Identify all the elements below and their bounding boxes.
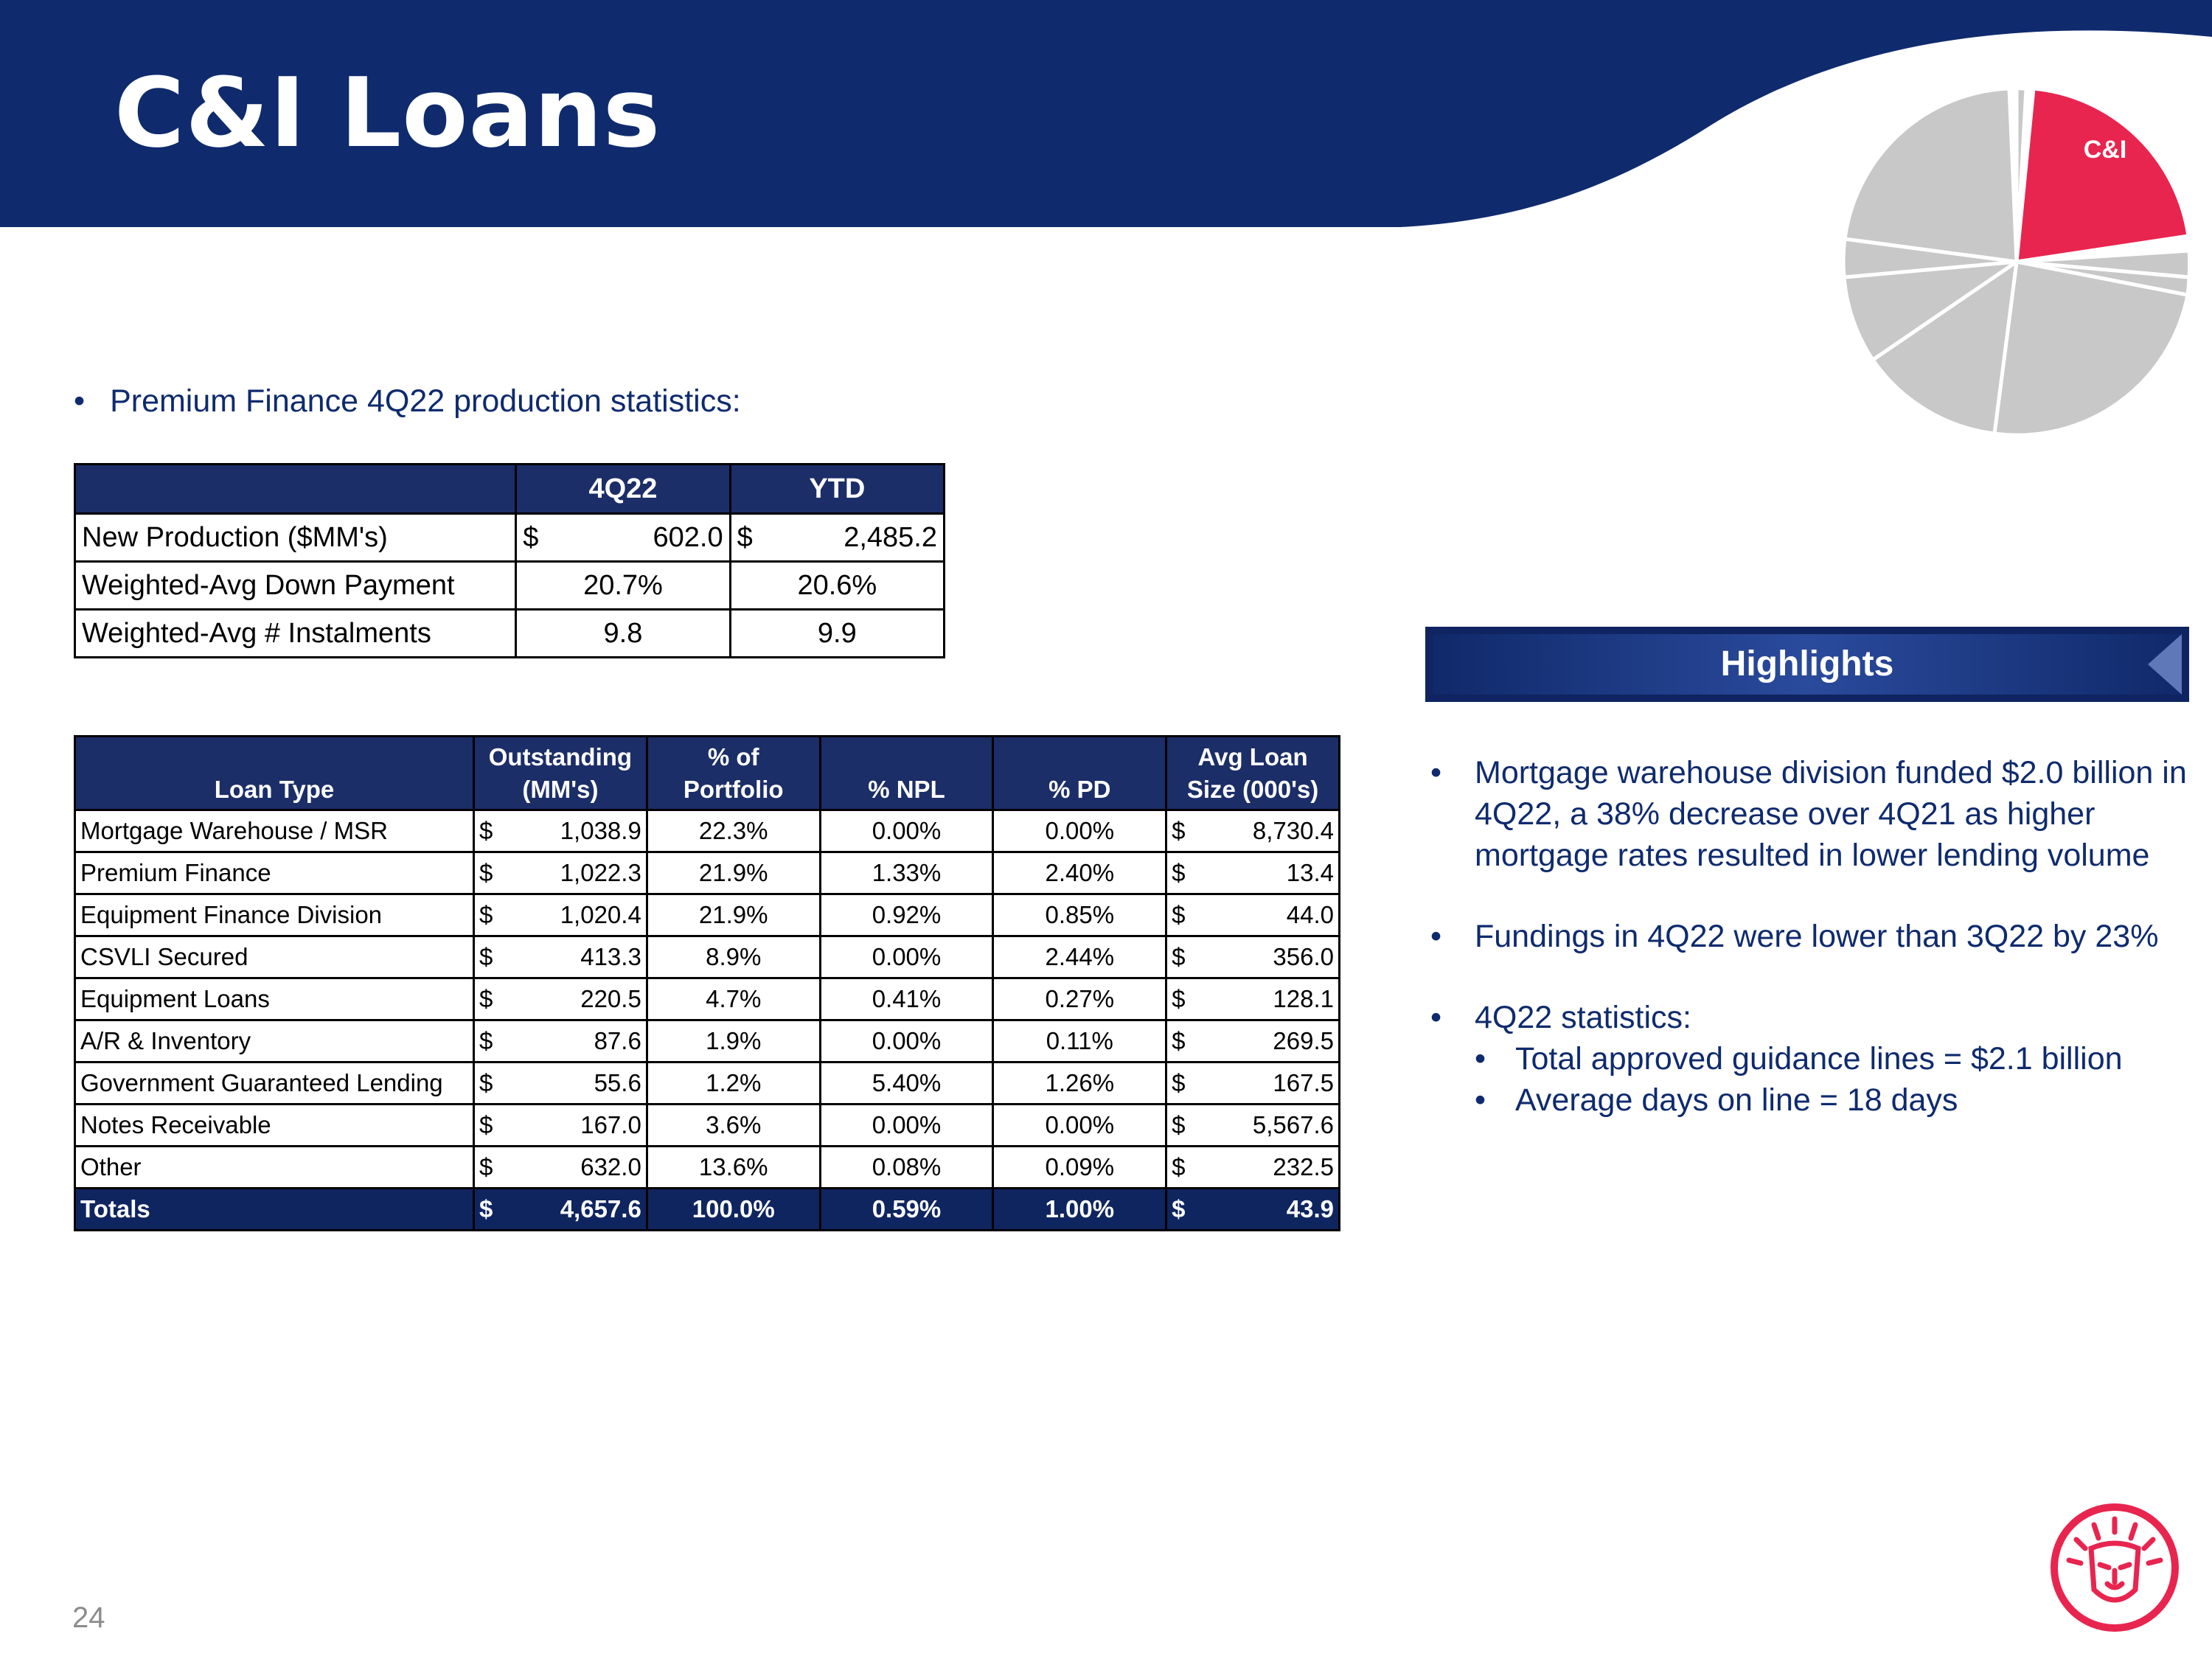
currency-symbol: $ — [479, 1069, 493, 1096]
loan-type-label: Notes Receivable — [80, 1111, 271, 1138]
cell-value: 602.0 — [653, 521, 723, 553]
column-header-loan-type — [75, 737, 474, 810]
avg-size-value: 167.5 — [1273, 1069, 1334, 1096]
loan-type-cell — [75, 1020, 474, 1062]
currency-symbol: $ — [479, 943, 493, 970]
table-row — [75, 1020, 1340, 1062]
npl-value: 0.08% — [872, 1153, 942, 1180]
table-header-blank — [75, 465, 516, 514]
loan-type-label: A/R & Inventory — [80, 1027, 251, 1054]
loan-type-label: Mortgage Warehouse / MSR — [80, 817, 388, 844]
outstanding-value: 55.6 — [594, 1069, 641, 1096]
pd-cell — [993, 894, 1166, 936]
pie-slice — [1845, 88, 2017, 262]
npl-cell — [820, 1062, 993, 1105]
portfolio-value: 4.7% — [706, 985, 762, 1012]
portfolio-cell — [647, 1020, 820, 1062]
avg-size-value: 5,567.6 — [1252, 1111, 1334, 1138]
header-text: % of — [707, 743, 759, 771]
npl-value: 1.33% — [872, 859, 942, 886]
outstanding-value: 632.0 — [580, 1153, 641, 1180]
portfolio-cell — [647, 894, 820, 936]
column-header-outstanding — [474, 737, 647, 810]
outstanding-cell — [474, 852, 647, 894]
currency-symbol: $ — [737, 521, 753, 553]
row-label: New Production ($MM's) — [75, 514, 516, 562]
portfolio-cell — [647, 1062, 820, 1105]
header-text: (MM's) — [522, 776, 599, 803]
outstanding-value: 1,038.9 — [560, 817, 641, 844]
column-header-pd — [993, 737, 1166, 810]
currency-symbol: $ — [1172, 859, 1186, 886]
header-text: Loan Type — [214, 776, 335, 803]
portfolio-cell — [647, 936, 820, 978]
avg-size-value: 8,730.4 — [1252, 817, 1334, 844]
highlight-subitem: • Average days on line = 18 days — [1475, 1079, 2190, 1121]
avg-size-cell — [1166, 978, 1340, 1020]
npl-cell — [820, 978, 993, 1020]
loan-type-table — [74, 735, 1340, 1231]
pd-value: 2.44% — [1045, 943, 1115, 970]
avg-size-cell — [1166, 894, 1340, 936]
npl-cell — [820, 810, 993, 852]
bullet-dot: • — [74, 383, 86, 419]
npl-cell — [820, 1105, 993, 1147]
table-row — [75, 1105, 1340, 1147]
pd-cell — [993, 936, 1166, 978]
loan-type-label: CSVLI Secured — [80, 943, 248, 970]
page-number: 24 — [72, 1601, 105, 1634]
pd-cell — [993, 852, 1166, 894]
npl-value: 0.00% — [872, 817, 942, 844]
loan-type-cell — [75, 1147, 474, 1189]
currency-symbol: $ — [1172, 1027, 1186, 1054]
loan-type-label: Premium Finance — [80, 859, 271, 886]
loan-type-cell — [75, 1189, 474, 1231]
avg-size-value: 269.5 — [1273, 1027, 1334, 1054]
outstanding-value: 4,657.6 — [560, 1195, 641, 1222]
loan-type-cell — [75, 1062, 474, 1105]
pd-cell — [993, 1189, 1166, 1231]
portfolio-value: 100.0% — [692, 1195, 775, 1222]
cell-value: 20.6% — [730, 562, 944, 610]
cell-value: 9.8 — [516, 610, 730, 658]
currency-symbol: $ — [1172, 817, 1186, 844]
avg-size-value: 128.1 — [1273, 985, 1334, 1012]
avg-size-cell — [1166, 1105, 1340, 1147]
loan-type-cell — [75, 1105, 474, 1147]
cell — [730, 514, 944, 562]
currency-symbol: $ — [479, 1027, 493, 1054]
header-text: % PD — [1048, 776, 1111, 803]
portfolio-value: 21.9% — [698, 901, 768, 928]
loan-type-label: Totals — [80, 1195, 150, 1222]
column-header-avg-size — [1166, 737, 1340, 810]
portfolio-cell — [647, 1189, 820, 1231]
loan-type-cell — [75, 894, 474, 936]
npl-cell — [820, 1189, 993, 1231]
npl-value: 5.40% — [872, 1069, 942, 1096]
pd-cell — [993, 1105, 1166, 1147]
table-row — [75, 978, 1340, 1020]
npl-cell — [820, 894, 993, 936]
npl-cell — [820, 852, 993, 894]
avg-size-cell — [1166, 1062, 1340, 1105]
outstanding-cell — [474, 1020, 647, 1062]
table-row — [75, 1147, 1340, 1189]
portfolio-cell — [647, 1147, 820, 1189]
cell — [516, 514, 730, 562]
loan-type-label: Government Guaranteed Lending — [80, 1069, 443, 1096]
outstanding-cell — [474, 1105, 647, 1147]
column-header-npl — [820, 737, 993, 810]
npl-value: 0.00% — [872, 1111, 942, 1138]
highlight-sublist — [1475, 1038, 2190, 1121]
avg-size-cell — [1166, 1020, 1340, 1062]
currency-symbol: $ — [1172, 1069, 1186, 1096]
table-header-row — [75, 737, 1340, 810]
premium-finance-bullet-text: Premium Finance 4Q22 production statistics: — [110, 383, 741, 419]
pd-value: 1.00% — [1045, 1195, 1115, 1222]
pd-cell — [993, 810, 1166, 852]
column-header: 4Q22 — [516, 465, 730, 514]
pie-slice-ci — [2017, 88, 2188, 262]
table-row — [75, 810, 1340, 852]
outstanding-value: 220.5 — [580, 985, 641, 1012]
loan-type-cell — [75, 936, 474, 978]
row-label: Weighted-Avg # Instalments — [75, 610, 516, 658]
header-text: Portfolio — [683, 776, 784, 803]
cell-value: 2,485.2 — [844, 521, 937, 553]
lion-logo-icon — [2050, 1503, 2180, 1632]
loan-type-cell — [75, 852, 474, 894]
pd-value: 0.11% — [1046, 1027, 1113, 1054]
outstanding-value: 167.0 — [580, 1111, 641, 1138]
header-text: % NPL — [868, 776, 945, 803]
premium-finance-table — [74, 463, 945, 658]
cell-value: 20.7% — [516, 562, 730, 610]
pd-value: 0.27% — [1045, 985, 1115, 1012]
currency-symbol: $ — [479, 859, 493, 886]
table-header-row — [75, 465, 945, 514]
currency-symbol: $ — [1172, 1111, 1186, 1138]
avg-size-value: 44.0 — [1286, 901, 1334, 928]
highlights-title: Highlights — [1720, 644, 1894, 684]
loan-type-label: Equipment Finance Division — [80, 901, 383, 928]
portfolio-value: 22.3% — [698, 817, 768, 844]
loan-type-cell — [75, 978, 474, 1020]
currency-symbol: $ — [1172, 1195, 1186, 1222]
highlight-item-text: 4Q22 statistics: — [1475, 1000, 1691, 1035]
avg-size-value: 13.4 — [1286, 859, 1334, 886]
portfolio-cell — [647, 1105, 820, 1147]
pd-value: 0.00% — [1045, 1111, 1115, 1138]
table-total-row — [75, 1189, 1340, 1231]
npl-cell — [820, 1020, 993, 1062]
currency-symbol: $ — [479, 901, 493, 928]
header-text: Avg Loan — [1197, 743, 1308, 771]
avg-size-value: 356.0 — [1273, 943, 1334, 970]
avg-size-cell — [1166, 810, 1340, 852]
header-text: Size (000's) — [1186, 776, 1319, 803]
loan-type-label: Other — [80, 1153, 142, 1180]
pd-value: 0.09% — [1045, 1153, 1115, 1180]
pie-slice — [1994, 262, 2188, 435]
outstanding-value: 1,020.4 — [560, 901, 641, 928]
highlights-list — [1430, 752, 2190, 1161]
portfolio-value: 3.6% — [706, 1111, 762, 1138]
avg-size-cell — [1166, 1189, 1340, 1231]
portfolio-pie-chart — [1836, 81, 2197, 442]
currency-symbol: $ — [1172, 943, 1186, 970]
npl-cell — [820, 1147, 993, 1189]
outstanding-cell — [474, 978, 647, 1020]
cell-value: 9.9 — [730, 610, 944, 658]
portfolio-value: 1.9% — [706, 1027, 762, 1054]
pd-value: 1.26% — [1045, 1069, 1115, 1096]
outstanding-value: 87.6 — [594, 1027, 641, 1054]
npl-value: 0.92% — [872, 901, 942, 928]
portfolio-cell — [647, 810, 820, 852]
portfolio-value: 8.9% — [706, 943, 762, 970]
avg-size-cell — [1166, 936, 1340, 978]
currency-symbol: $ — [1172, 901, 1186, 928]
avg-size-value: 232.5 — [1273, 1153, 1334, 1180]
outstanding-cell — [474, 894, 647, 936]
row-label: Weighted-Avg Down Payment — [75, 562, 516, 610]
table-row — [75, 610, 945, 658]
loan-table-body — [75, 810, 1340, 1231]
portfolio-value: 1.2% — [706, 1069, 762, 1096]
npl-value: 0.59% — [872, 1195, 942, 1222]
outstanding-cell — [474, 936, 647, 978]
loan-type-label: Equipment Loans — [80, 985, 270, 1012]
npl-value: 0.00% — [872, 943, 942, 970]
npl-value: 0.00% — [872, 1027, 942, 1054]
highlight-item — [1430, 997, 2190, 1121]
column-header: YTD — [730, 465, 944, 514]
premium-finance-bullet — [74, 383, 741, 420]
npl-value: 0.41% — [872, 985, 942, 1012]
currency-symbol: $ — [523, 521, 539, 553]
avg-size-value: 43.9 — [1286, 1195, 1334, 1222]
highlight-subitem: • Total approved guidance lines = $2.1 billion — [1475, 1038, 2190, 1079]
currency-symbol: $ — [479, 1111, 493, 1138]
portfolio-value: 13.6% — [698, 1153, 768, 1180]
pd-value: 2.40% — [1045, 859, 1115, 886]
currency-symbol: $ — [479, 985, 493, 1012]
pd-cell — [993, 978, 1166, 1020]
outstanding-value: 413.3 — [580, 943, 641, 970]
avg-size-cell — [1166, 1147, 1340, 1189]
pd-cell — [993, 1020, 1166, 1062]
pd-value: 0.00% — [1045, 817, 1115, 844]
table-row — [75, 1062, 1340, 1105]
table-row — [75, 852, 1340, 894]
avg-size-cell — [1166, 852, 1340, 894]
outstanding-cell — [474, 810, 647, 852]
outstanding-cell — [474, 1147, 647, 1189]
pie-label-ci: C&I — [2083, 136, 2127, 164]
table-row — [75, 894, 1340, 936]
page-title: C&I Loans — [114, 57, 661, 169]
loan-type-cell — [75, 810, 474, 852]
table-row — [75, 562, 945, 610]
header-text: Outstanding — [488, 743, 633, 771]
outstanding-cell — [474, 1062, 647, 1105]
table-row — [75, 936, 1340, 978]
currency-symbol: $ — [479, 1195, 493, 1222]
portfolio-cell — [647, 978, 820, 1020]
pd-cell — [993, 1147, 1166, 1189]
outstanding-cell — [474, 1189, 647, 1231]
npl-cell — [820, 936, 993, 978]
pd-cell — [993, 1062, 1166, 1105]
outstanding-value: 1,022.3 — [560, 859, 641, 886]
currency-symbol: $ — [479, 1153, 493, 1180]
currency-symbol: $ — [479, 817, 493, 844]
highlight-item: • Mortgage warehouse division funded $2.0 billion in 4Q22, a 38% decrease over 4Q21 as higher mortgage rates resulted in lower lending volume — [1430, 752, 2190, 876]
table-row — [75, 514, 945, 562]
pd-value: 0.85% — [1045, 901, 1115, 928]
currency-symbol: $ — [1172, 985, 1186, 1012]
highlight-item: • Fundings in 4Q22 were lower than 3Q22 by 23% — [1430, 916, 2190, 957]
portfolio-cell — [647, 852, 820, 894]
portfolio-value: 21.9% — [698, 859, 768, 886]
currency-symbol: $ — [1172, 1153, 1186, 1180]
column-header-portfolio — [647, 737, 820, 810]
